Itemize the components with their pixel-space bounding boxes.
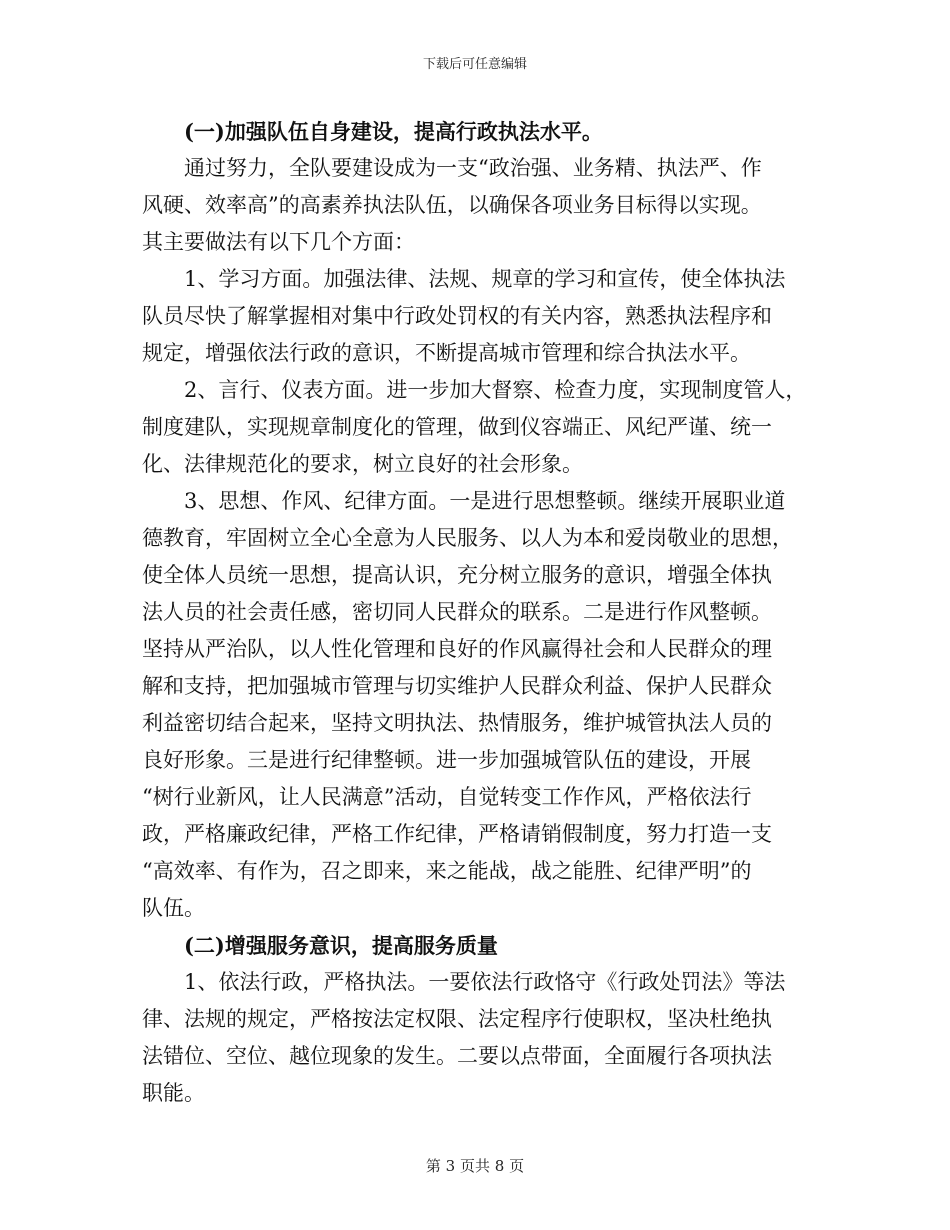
paragraph-line: “高效率、有作为，召之即来，来之能战，战之能胜、纪律严明”的 — [142, 859, 752, 883]
paragraph-line: 使全体人员统一思想，提高认识，充分树立服务的意识，增强全体执 — [142, 563, 772, 587]
paragraph-line: 风硬、效率高”的高素养执法队伍，以确保各项业务目标得以实现。 — [142, 193, 762, 217]
section-heading-1: (一)加强队伍自身建设，提高行政执法水平。 — [184, 119, 603, 144]
paragraph-line: 队员尽快了解掌握相对集中行政处罚权的有关内容，熟悉执法程序和 — [142, 304, 772, 328]
paragraph-line: 3、思想、作风、纪律方面。一是进行思想整顿。继续开展职业道 — [184, 489, 786, 513]
paragraph-line: 政，严格廉政纪律，严格工作纪律，严格请销假制度，努力打造一支 — [142, 822, 772, 846]
paragraph-line: 职能。 — [142, 1081, 205, 1105]
paragraph-line: 制度建队，实现规章制度化的管理，做到仪容端正、风纪严谨、统一 — [142, 415, 772, 439]
paragraph-line: 规定，增强依法行政的意识，不断提高城市管理和综合执法水平。 — [142, 341, 751, 365]
paragraph-line: 其主要做法有以下几个方面： — [142, 230, 415, 254]
paragraph-line: 解和支持，把加强城市管理与切实维护人民群众利益、保护人民群众 — [142, 674, 772, 698]
section-heading-2: (二)增强服务意识，提高服务质量 — [184, 933, 498, 958]
paragraph-line: 1、学习方面。加强法律、法规、规章的学习和宣传，使全体执法 — [184, 267, 786, 291]
paragraph-line: “树行业新风，让人民满意”活动，自觉转变工作作风，严格依法行 — [142, 785, 752, 809]
paragraph-line: 利益密切结合起来，坚持文明执法、热情服务，维护城管执法人员的 — [142, 711, 772, 735]
paragraph-line: 律、法规的规定，严格按法定权限、法定程序行使职权，坚决杜绝执 — [142, 1007, 772, 1031]
paragraph-line: 坚持从严治队，以人性化管理和良好的作风赢得社会和人民群众的理 — [142, 637, 772, 661]
page-header-note: 下载后可任意编辑 — [422, 57, 527, 72]
paragraph-line: 德教育，牢固树立全心全意为人民服务、以人为本和爱岗敬业的思想， — [142, 526, 793, 550]
paragraph-line: 1、依法行政，严格执法。一要依法行政恪守《行政处罚法》等法 — [184, 970, 786, 994]
paragraph-line: 化、法律规范化的要求，树立良好的社会形象。 — [142, 452, 583, 476]
paragraph-line: 队伍。 — [142, 896, 205, 920]
page-number: 第 3 页共 8 页 — [425, 1157, 525, 1175]
paragraph-line: 法错位、空位、越位现象的发生。二要以点带面，全面履行各项执法 — [142, 1044, 772, 1068]
paragraph-line: 良好形象。三是进行纪律整顿。进一步加强城管队伍的建设，开展 — [142, 748, 751, 772]
paragraph-line: 通过努力，全队要建设成为一支“政治强、业务精、执法严、作 — [184, 156, 762, 180]
paragraph-line: 法人员的社会责任感，密切同人民群众的联系。二是进行作风整顿。 — [142, 600, 772, 624]
paragraph-line: 2、言行、仪表方面。进一步加大督察、检查力度，实现制度管人， — [184, 378, 807, 402]
document-body — [142, 113, 822, 1112]
